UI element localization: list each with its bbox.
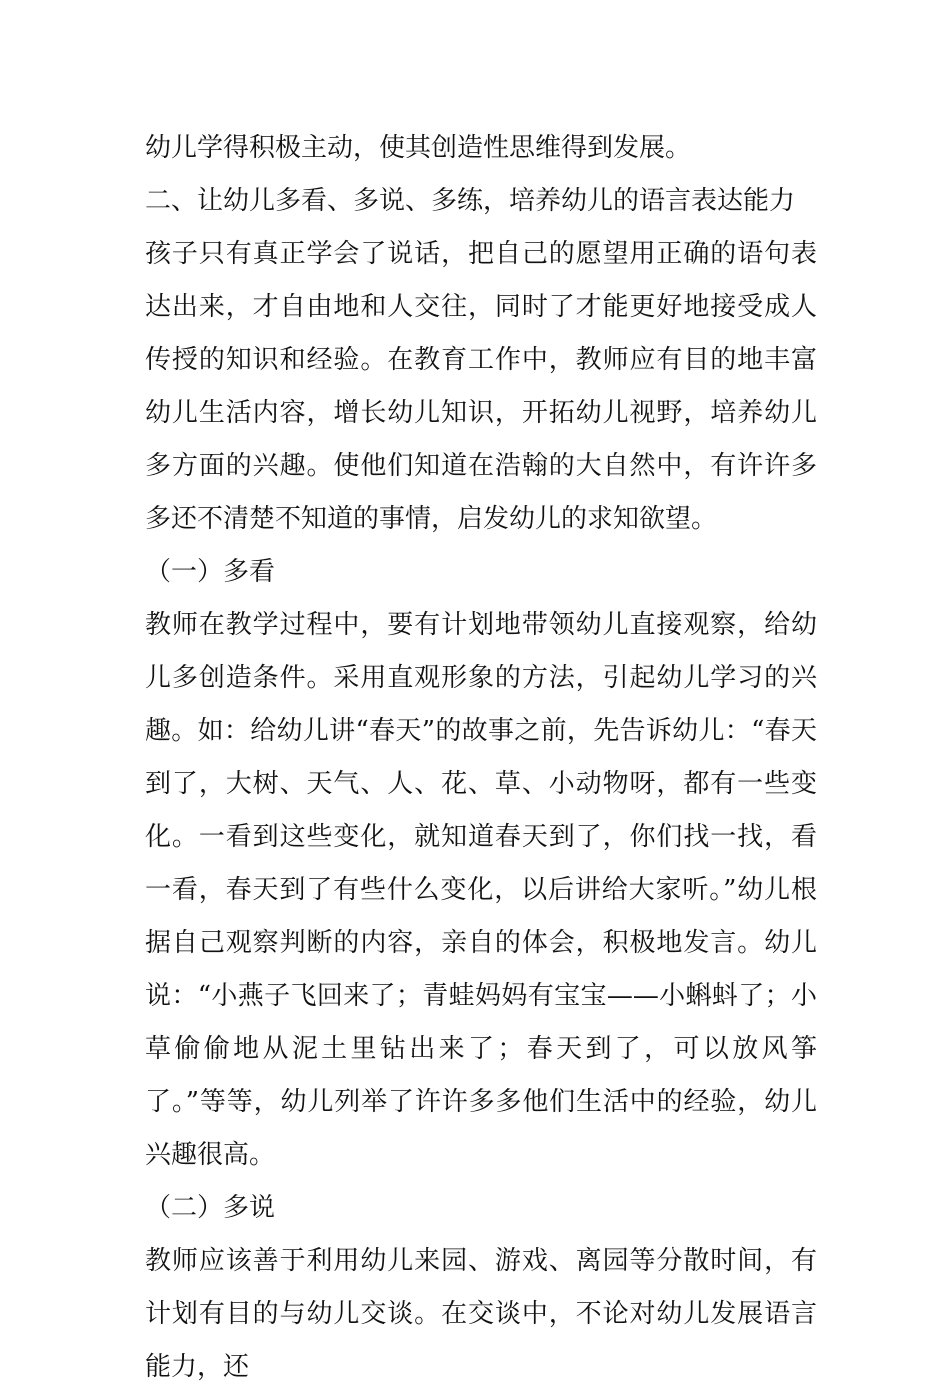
paragraph-continuation: 幼儿学得积极主动，使其创造性思维得到发展。 (145, 133, 692, 163)
paragraph-intro: 孩子只有真正学会了说话，把自己的愿望用正确的语句表达出来，才自由地和人交往，同时了才能更好地接受成人传授的知识和经验。在教育工作中，教师应有目的地丰富幼儿生活内容，增长幼儿知识，开拓幼儿视野，培养幼儿多方面的兴趣。使他们知道在浩翰的大自然中，有许许多多还不清楚不知道的事情，启发幼儿的求知欲望。 (145, 239, 817, 534)
paragraph-look: 教师在教学过程中，要有计划地带领幼儿直接观察，给幼儿多创造条件。采用直观形象的方法，引起幼儿学习的兴趣。如：给幼儿讲“春天”的故事之前，先告诉幼儿：“春天到了，大树、天气、人、花、草、小动物呀，都有一些变化。一看到这些变化，就知道春天到了，你们找一找，看一看，春天到了有些什么变化，以后讲给大家听。”幼儿根据自己观察判断的内容，亲自的体会，积极地发言。幼儿说：“小燕子飞回来了；青蛙妈妈有宝宝——小蝌蚪了；小草偷偷地从泥土里钻出来了；春天到了，可以放风筝了。”等等，幼儿列举了许许多多他们生活中的经验，幼儿兴趣很高。 (145, 610, 817, 1170)
subsection-heading-look: （一）多看 (145, 557, 276, 587)
paragraph-speak: 教师应该善于利用幼儿来园、游戏、离园等分散时间，有计划有目的与幼儿交谈。在交谈中，不论对幼儿发展语言能力，还 (145, 1246, 817, 1382)
section-heading-2: 二、让幼儿多看、多说、多练，培养幼儿的语言表达能力 (145, 186, 796, 216)
subsection-heading-speak: （二）多说 (145, 1193, 276, 1223)
document-body (145, 122, 817, 1394)
